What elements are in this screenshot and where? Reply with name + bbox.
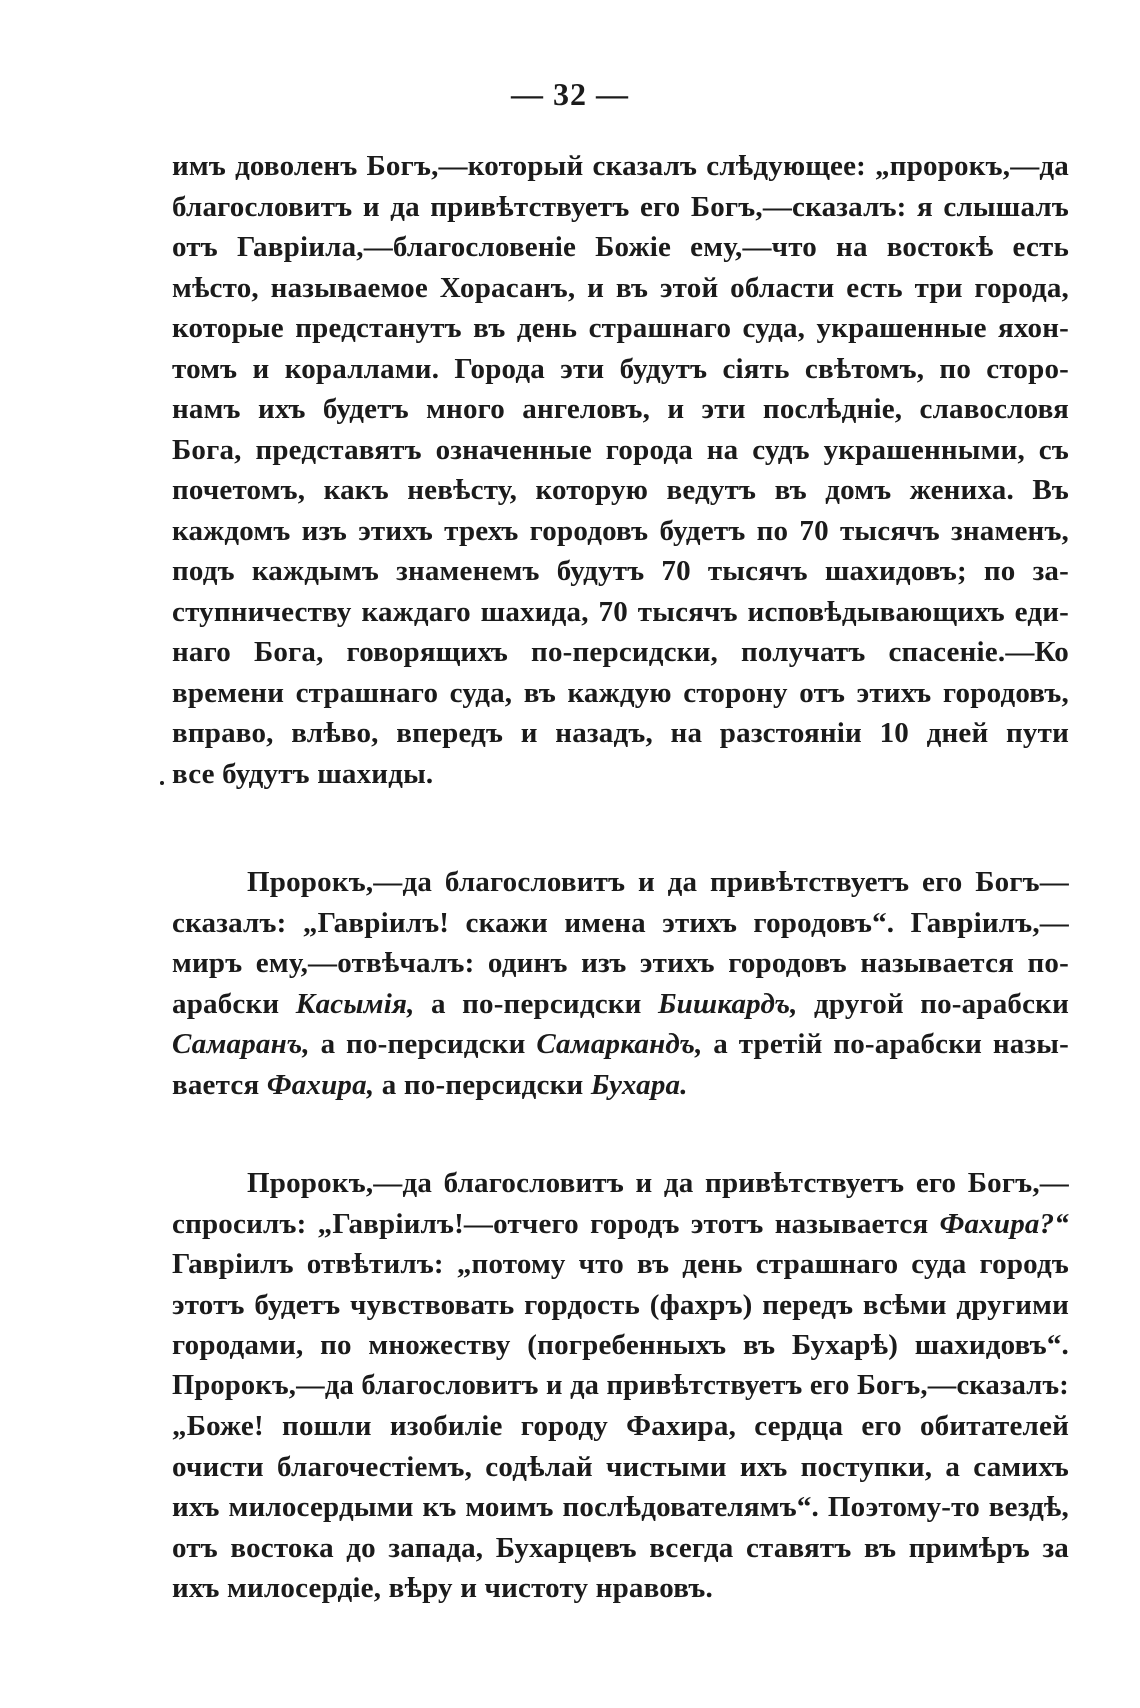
city-name-bukhara: Бухара. (590, 1068, 688, 1101)
text-line: сказалъ: „Гавріилъ! скажи имена этихъ городовъ“. Гавріилъ,— (172, 906, 1069, 939)
text-run: а по-персидски (414, 987, 658, 1020)
text-line: благословитъ и да привѣтствуетъ его Богъ,—сказалъ: я слышалъ (172, 190, 1069, 223)
text-line: намъ ихъ будетъ много ангеловъ, и эти послѣдніе, славословя (172, 393, 1069, 425)
paragraph-3 (172, 1163, 1069, 1609)
text-line: ихъ милосердыми къ моимъ послѣдователямъ“. Поэтому-то вездѣ, (172, 1491, 1069, 1523)
city-name-qasimiya: Касымія, (295, 987, 415, 1020)
city-name-fakhira: Фахира, (266, 1068, 375, 1101)
city-name-samarkand: Самаркандъ, (536, 1028, 703, 1060)
text-run: а по-персидски (374, 1068, 591, 1101)
text-line: все будутъ шахиды. (172, 757, 434, 790)
text-line: ступничеству каждаго шахида, 70 тысячъ исповѣдывающихъ еди- (172, 595, 1069, 628)
paragraph-2 (172, 862, 1069, 1105)
text-line: городами, по множеству (погребенныхъ въ Бухарѣ) шахидовъ“. (172, 1329, 1069, 1361)
text-line: томъ и кораллами. Города эти будутъ сіять свѣтомъ, по сторо- (172, 352, 1069, 385)
text-line: вправо, влѣво, впередъ и назадъ, на разстояніи 10 дней пути (172, 717, 1069, 749)
text-line: мѣсто, называемое Хорасанъ, и въ этой области есть три города, (172, 271, 1069, 304)
text-line: Пророкъ,—да благословитъ и да привѣтствуетъ его Богъ,—сказалъ: (172, 1369, 1069, 1401)
text-run: а по-персидски (309, 1028, 537, 1060)
text-run: другой по-арабски (797, 987, 1069, 1020)
text-line: миръ ему,—отвѣчалъ: одинъ изъ этихъ городовъ называется по- (172, 947, 1069, 979)
ink-speck (160, 781, 164, 785)
text-line: отъ Гавріила,—благословеніе Божіе ему,—что на востокѣ есть (172, 231, 1069, 263)
city-name-bishkard: Бишкардъ, (658, 987, 798, 1020)
text-run: а третій по-арабски назы- (702, 1028, 1069, 1060)
text-line: имъ доволенъ Богъ,—который сказалъ слѣдующее: „пророкъ,—да (172, 150, 1069, 182)
text-line: которые предстанутъ въ день страшнаго суда, украшенные яхон- (172, 312, 1069, 344)
page-number: — 32 — (511, 76, 629, 112)
city-name-fakhira: Фахира?“ (939, 1207, 1069, 1240)
text-line (172, 984, 1069, 1025)
text-run: арабски (172, 987, 296, 1020)
text-line (172, 1024, 1069, 1065)
text-line: этотъ будетъ чувствовать гордость (фахръ) передъ всѣми другими (172, 1288, 1069, 1321)
text-run: вается (172, 1068, 267, 1101)
text-line: подъ каждымъ знаменемъ будутъ 70 тысячъ шахидовъ; по за- (172, 555, 1069, 587)
text-line: каждомъ изъ этихъ трехъ городовъ будетъ по 70 тысячъ знаменъ, (172, 514, 1069, 547)
text-line: Пророкъ,—да благословитъ и да привѣтствуетъ его Богъ— (247, 866, 1069, 898)
text-line: наго Бога, говорящихъ по-персидски, получатъ спасеніе.—Ко (172, 636, 1069, 668)
text-line: ихъ милосердіе, вѣру и чистоту нравовъ. (172, 1572, 713, 1604)
text-line: „Боже! пошли изобиліе городу Фахира, сердца его обитателей (172, 1410, 1069, 1442)
text-line: Бога, представятъ означенные города на судъ украшенными, съ (172, 433, 1069, 466)
text-line: отъ востока до запада, Бухарцевъ всегда ставятъ въ примѣръ за (172, 1531, 1069, 1564)
text-line: почетомъ, какъ невѣсту, которую ведутъ въ домъ жениха. Въ (172, 474, 1069, 506)
text-line: Гавріилъ отвѣтилъ: „потому что въ день страшнаго суда городъ (172, 1248, 1069, 1280)
text-line (172, 1065, 1069, 1106)
text-run: спросилъ: „Гавріилъ!—отчего городъ этотъ называется (172, 1207, 940, 1240)
text-line: Пророкъ,—да благословитъ и да привѣтствуетъ его Богъ,— (247, 1167, 1069, 1199)
text-line: очисти благочестіемъ, содѣлай чистыми ихъ поступки, а самихъ (172, 1450, 1069, 1483)
text-line: времени страшнаго суда, въ каждую сторону отъ этихъ городовъ, (172, 676, 1069, 709)
city-name-samaran: Самаранъ, (172, 1028, 310, 1060)
text-line (172, 1204, 1069, 1245)
paragraph-1 (172, 146, 1069, 794)
